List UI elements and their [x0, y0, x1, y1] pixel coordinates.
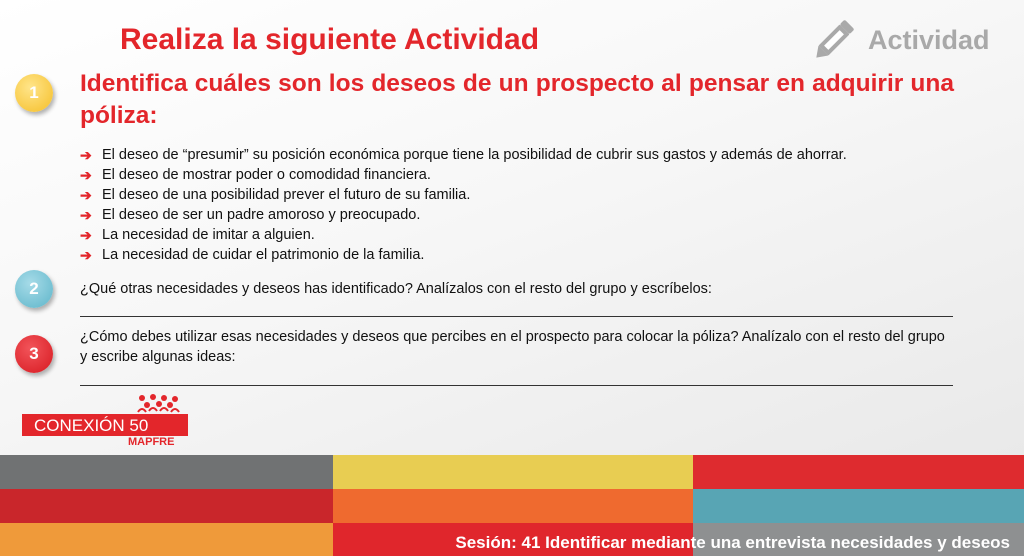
color-band	[693, 489, 1024, 523]
session-footer: Sesión: 41 Identificar mediante una entrevista necesidades y deseos	[455, 533, 1010, 552]
arrow-right-icon: ➔	[80, 207, 92, 223]
logo-brand: MAPFRE	[128, 436, 175, 448]
color-band	[333, 489, 693, 523]
list-item: ➔ El deseo de mostrar poder o comodidad financiera.	[80, 167, 431, 183]
step3-question: ¿Cómo debes utilizar esas necesidades y deseos que percibes en el prospecto para colocar la póliza? Analízalo con el resto del grupo y escribe algunas ideas:	[80, 329, 945, 365]
list-item: ➔ El deseo de una posibilidad prever el futuro de su familia.	[80, 187, 471, 203]
color-band	[0, 523, 333, 556]
step-number-2: 2	[15, 270, 53, 308]
step2-question: ¿Qué otras necesidades y deseos has identificado? Analízalos con el resto del grupo y escríbelos:	[80, 281, 712, 297]
arrow-right-icon: ➔	[80, 187, 92, 203]
color-band	[693, 455, 1024, 489]
list-item: ➔ El deseo de “presumir” su posición económica porque tiene la posibilidad de cubrir sus gastos y además de ahorrar.	[80, 147, 847, 163]
arrow-right-icon: ➔	[80, 147, 92, 163]
activity-badge	[806, 12, 990, 68]
arrow-right-icon: ➔	[80, 247, 92, 263]
list-item: ➔ El deseo de ser un padre amoroso y preocupado.	[80, 207, 421, 223]
list-item: ➔ La necesidad de cuidar el patrimonio de la familia.	[80, 247, 425, 263]
step-number-3: 3	[15, 335, 53, 373]
answer-line-3[interactable]	[80, 385, 953, 386]
list-item: ➔ La necesidad de imitar a alguien.	[80, 227, 315, 243]
color-band	[333, 455, 693, 489]
answer-line-2[interactable]	[80, 316, 953, 317]
logo-wordmark: CONEXIÓN 50	[34, 416, 149, 435]
step-number-1: 1	[15, 74, 53, 112]
pencil-icon	[806, 12, 862, 68]
color-band	[0, 455, 333, 489]
slide-title: Realiza la siguiente Actividad	[120, 23, 540, 56]
color-band	[0, 489, 333, 523]
arrow-right-icon: ➔	[80, 227, 92, 243]
wishes-list	[80, 145, 847, 265]
step1-heading: Identifica cuáles son los deseos de un prospecto al pensar en adquirir una póliza:	[80, 70, 954, 129]
activity-label: Actividad	[868, 24, 990, 55]
conexion-50-logo	[20, 392, 192, 448]
arrow-right-icon: ➔	[80, 167, 92, 183]
